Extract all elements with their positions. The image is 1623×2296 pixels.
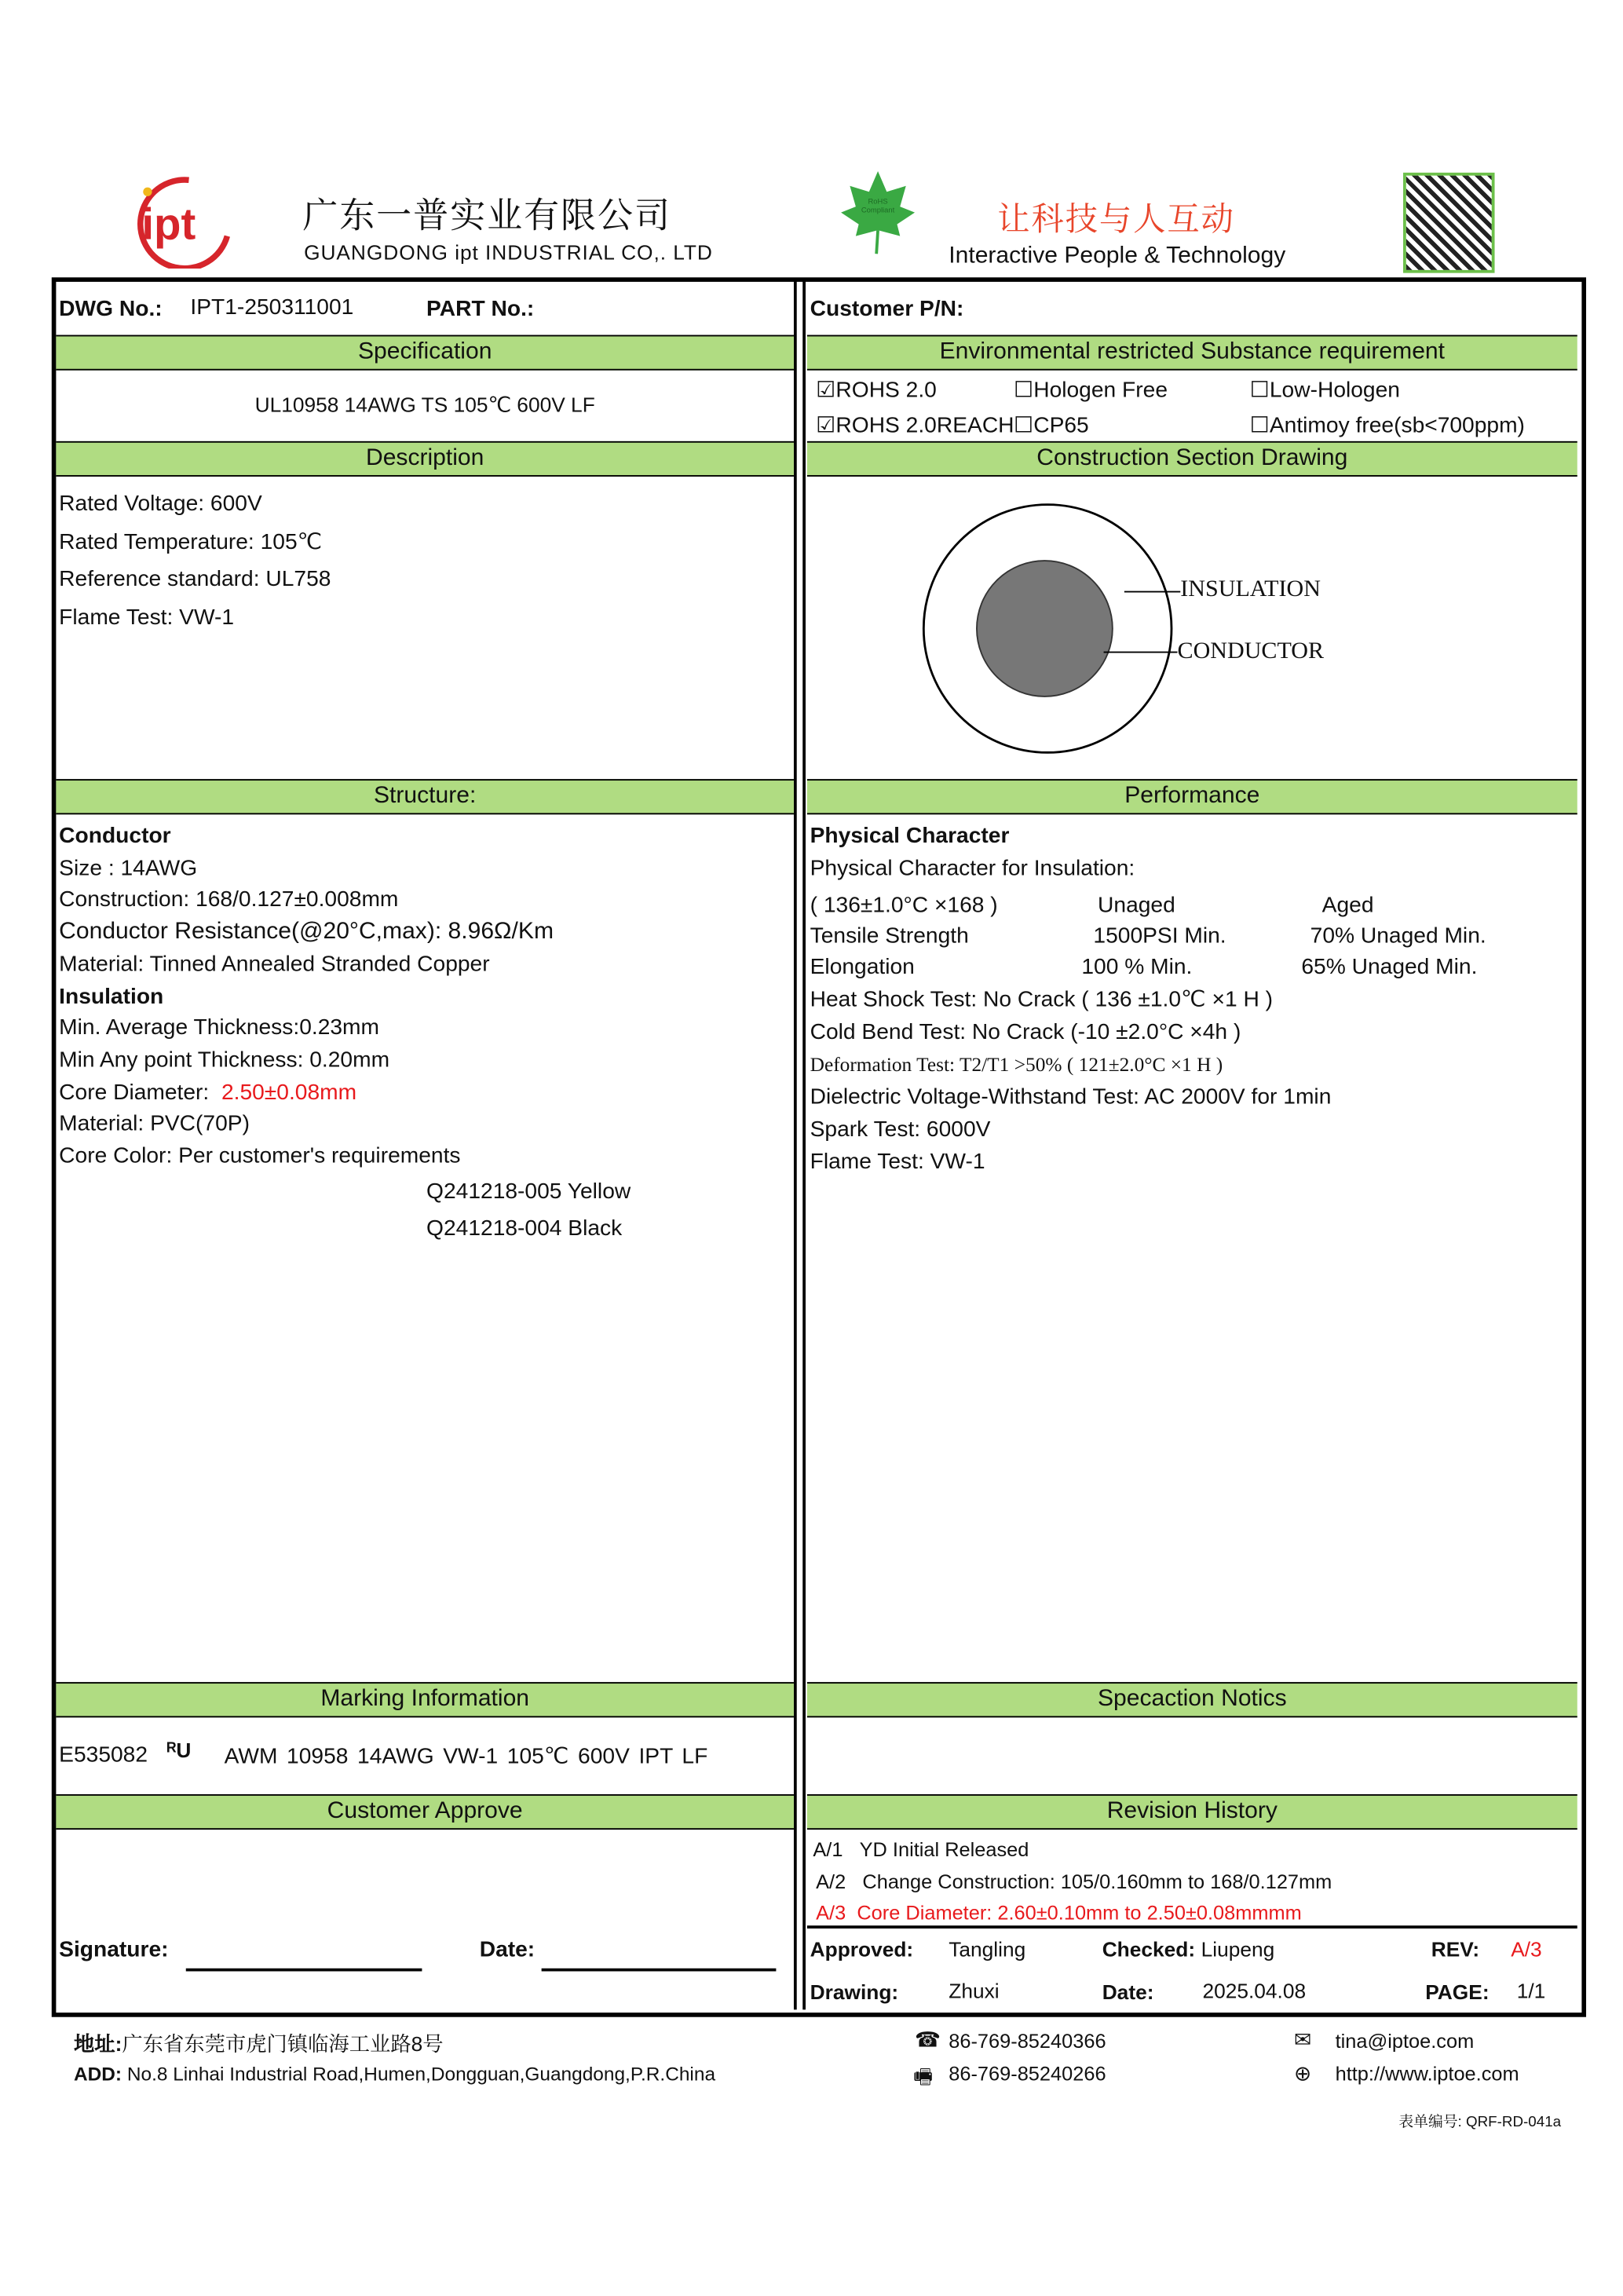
website-link[interactable]: http://www.iptoe.com xyxy=(1335,2062,1519,2086)
address-en xyxy=(74,2063,715,2085)
insulation-material: Material: PVC(70P) xyxy=(59,1111,250,1137)
check-low-halogen[interactable]: ☐Low-Hologen xyxy=(1249,378,1400,403)
qr-code-icon[interactable] xyxy=(1403,173,1495,273)
rev-text: YD Initial Released xyxy=(859,1838,1029,1861)
conductor-label: CONDUCTOR xyxy=(1177,638,1325,664)
cold-bend-test: Cold Bend Test: No Crack (-10 ±2.0°C ×4h ) xyxy=(810,1019,1241,1045)
core-color: Core Color: Per customer's requirements xyxy=(59,1143,461,1169)
cable-cross-section xyxy=(915,494,1195,767)
spark-test: Spark Test: 6000V xyxy=(810,1117,991,1143)
rated-temperature: Rated Temperature: 105℃ xyxy=(59,528,323,554)
signature-label: Signature: xyxy=(59,1937,169,1963)
physical-character-sub: Physical Character for Insulation: xyxy=(810,855,1135,881)
env-header: Environmental restricted Substance requirement xyxy=(807,335,1577,371)
cell: Unaged xyxy=(1098,892,1175,918)
min-average-thickness: Min. Average Thickness:0.23mm xyxy=(59,1015,380,1041)
rev-text: Core Diameter: 2.60±0.10mm to 2.50±0.08mmmm xyxy=(857,1902,1302,1925)
flame-test-right: Flame Test: VW-1 xyxy=(810,1149,985,1175)
approved-value: Tangling xyxy=(949,1937,1026,1961)
address-en-value: No.8 Linhai Industrial Road,Humen,Dongguan,Guangdong,P.R.China xyxy=(126,2062,716,2086)
marking-text: AWM 10958 14AWG VW-1 105℃ 600V IPT LF xyxy=(224,1744,708,1770)
cell: Tensile Strength xyxy=(810,923,969,949)
page-value: 1/1 xyxy=(1516,1978,1546,2002)
specification-value: UL10958 14AWG TS 105℃ 600V LF xyxy=(254,392,595,416)
cell: Aged xyxy=(1321,892,1374,918)
rev-label: REV: xyxy=(1431,1937,1480,1961)
check-cp65[interactable]: ☐CP65 xyxy=(1013,413,1089,439)
phone-icon: ☎ xyxy=(915,2027,941,2051)
conductor-resistance: Conductor Resistance(@20°C,max): 8.96Ω/Km xyxy=(59,919,554,945)
rev-id: A/1 xyxy=(813,1838,843,1861)
reference-standard: Reference standard: UL758 xyxy=(59,566,331,592)
table-row xyxy=(810,921,1486,952)
cell: Elongation xyxy=(810,954,915,980)
tests-list xyxy=(810,984,1332,1179)
structure-header: Structure: xyxy=(56,779,794,814)
specification-header: Specification xyxy=(56,335,794,371)
insulation-label: INSULATION xyxy=(1180,576,1321,602)
dielectric-test: Dielectric Voltage-Withstand Test: AC 2000V for 1min xyxy=(810,1084,1332,1110)
marking-code: E535082 xyxy=(59,1742,148,1768)
core-diameter-value: 2.50±0.08mm xyxy=(221,1079,357,1105)
ipt-logo xyxy=(130,174,240,269)
ul-mark-icon: ᴿU xyxy=(166,1738,192,1762)
cell: 100 % Min. xyxy=(1081,954,1193,980)
description-header: Description xyxy=(56,441,794,477)
address-cn xyxy=(74,2029,444,2059)
cell: 70% Unaged Min. xyxy=(1310,923,1486,949)
rev-id: A/3 xyxy=(816,1902,846,1925)
structure-list xyxy=(59,821,631,1247)
signature-field[interactable] xyxy=(186,1969,422,1972)
cell: 1500PSI Min. xyxy=(1093,923,1226,949)
approved-label: Approved: xyxy=(810,1937,914,1961)
cell: ( 136±1.0°C ×168 ) xyxy=(810,892,998,918)
physical-table xyxy=(810,890,1486,982)
form-number: 表单编号: QRF-RD-041a xyxy=(1398,2114,1562,2131)
heat-shock-test: Heat Shock Test: No Crack ( 136 ±1.0℃ ×1 H ) xyxy=(810,987,1274,1013)
marking-header: Marking Information xyxy=(56,1682,794,1717)
fax-icon: 🖷 xyxy=(913,2064,934,2088)
color-black: Q241218-004 Black xyxy=(426,1215,623,1241)
check-antimony-free[interactable]: ☐Antimoy free(sb<700ppm) xyxy=(1249,413,1525,439)
revision-row xyxy=(813,1866,1332,1897)
rev-text: Change Construction: 105/0.160mm to 168/0.127mm xyxy=(862,1870,1332,1892)
page-label: PAGE: xyxy=(1425,1980,1490,2004)
address-en-label: ADD: xyxy=(73,2062,122,2086)
description-list xyxy=(59,485,331,636)
date-label: Date: xyxy=(479,1937,536,1963)
rohs-compliant-text: RoHS Compliant xyxy=(861,197,895,216)
notice-header: Specaction Notics xyxy=(807,1682,1577,1717)
check-rohs2-reach[interactable]: ☑ROHS 2.0REACH xyxy=(816,413,1014,439)
conductor-heading: Conductor xyxy=(59,823,171,849)
check-rohs2[interactable]: ☑ROHS 2.0 xyxy=(816,378,937,403)
revision-row xyxy=(813,1898,1332,1929)
conductor-material: Material: Tinned Annealed Stranded Copper xyxy=(59,951,490,977)
table-row xyxy=(810,890,1374,920)
company-name-cn: 广东一普实业有限公司 xyxy=(302,196,671,236)
physical-character-heading: Physical Character xyxy=(810,823,1010,849)
revision-header: Revision History xyxy=(807,1794,1577,1830)
revision-list xyxy=(813,1834,1332,1929)
performance-header: Performance xyxy=(807,779,1577,814)
core-diameter-label: Core Diameter: xyxy=(59,1079,221,1105)
dwg-value: IPT1-250311001 xyxy=(190,294,354,320)
customer-approve-header: Customer Approve xyxy=(56,1794,794,1830)
email-icon: ✉ xyxy=(1293,2027,1312,2051)
conductor-construction: Construction: 168/0.127±0.008mm xyxy=(59,887,399,913)
slogan-en: Interactive People & Technology xyxy=(949,243,1286,269)
customer-pn-label: Customer P/N: xyxy=(810,296,964,322)
checked-label: Checked: xyxy=(1102,1937,1196,1961)
date-label-right: Date: xyxy=(1102,1980,1154,2004)
part-label: PART No.: xyxy=(426,296,535,322)
core-diameter xyxy=(59,1077,631,1109)
revision-row xyxy=(813,1834,1332,1866)
min-any-point-thickness: Min Any point Thickness: 0.20mm xyxy=(59,1047,390,1073)
drawing-value: Zhuxi xyxy=(949,1978,1000,2002)
performance-list xyxy=(810,821,1135,886)
rev-value: A/3 xyxy=(1511,1937,1542,1961)
svg-text:ipt: ipt xyxy=(141,199,196,249)
date-field[interactable] xyxy=(542,1969,777,1972)
company-name-en: GUANGDONG ipt INDUSTRIAL CO,. LTD xyxy=(304,240,713,265)
address-cn-value: 广东省东莞市虎门镇临海工业路8号 xyxy=(122,2031,444,2056)
color-yellow: Q241218-005 Yellow xyxy=(426,1178,631,1204)
rev-id: A/2 xyxy=(816,1870,846,1892)
slogan-cn: 让科技与人互动 xyxy=(997,200,1235,238)
date-value: 2025.04.08 xyxy=(1202,1978,1307,2002)
address-cn-label: 地址: xyxy=(73,2031,122,2056)
drawing-label: Drawing: xyxy=(810,1980,899,2004)
conductor-size: Size : 14AWG xyxy=(59,855,198,881)
dwg-label: DWG No.: xyxy=(59,296,163,322)
flame-test: Flame Test: VW-1 xyxy=(59,604,235,630)
fax-number: 86-769-85240266 xyxy=(949,2062,1106,2086)
deformation-test: Deformation Test: T2/T1 >50% ( 121±2.0°C ×1 H ) xyxy=(810,1053,1223,1076)
conductor-circle xyxy=(977,561,1113,696)
check-halogen-free[interactable]: ☐Hologen Free xyxy=(1013,378,1168,403)
table-row xyxy=(810,952,1478,982)
rated-voltage: Rated Voltage: 600V xyxy=(59,491,262,517)
email-link[interactable]: tina@iptoe.com xyxy=(1335,2030,1475,2053)
globe-icon: ⊕ xyxy=(1293,2061,1312,2086)
insulation-heading: Insulation xyxy=(59,983,164,1009)
drawing-header: Construction Section Drawing xyxy=(807,441,1577,477)
checked-value: Liupeng xyxy=(1201,1937,1275,1961)
cell: 65% Unaged Min. xyxy=(1301,954,1478,980)
phone-number: 86-769-85240366 xyxy=(949,2030,1106,2053)
